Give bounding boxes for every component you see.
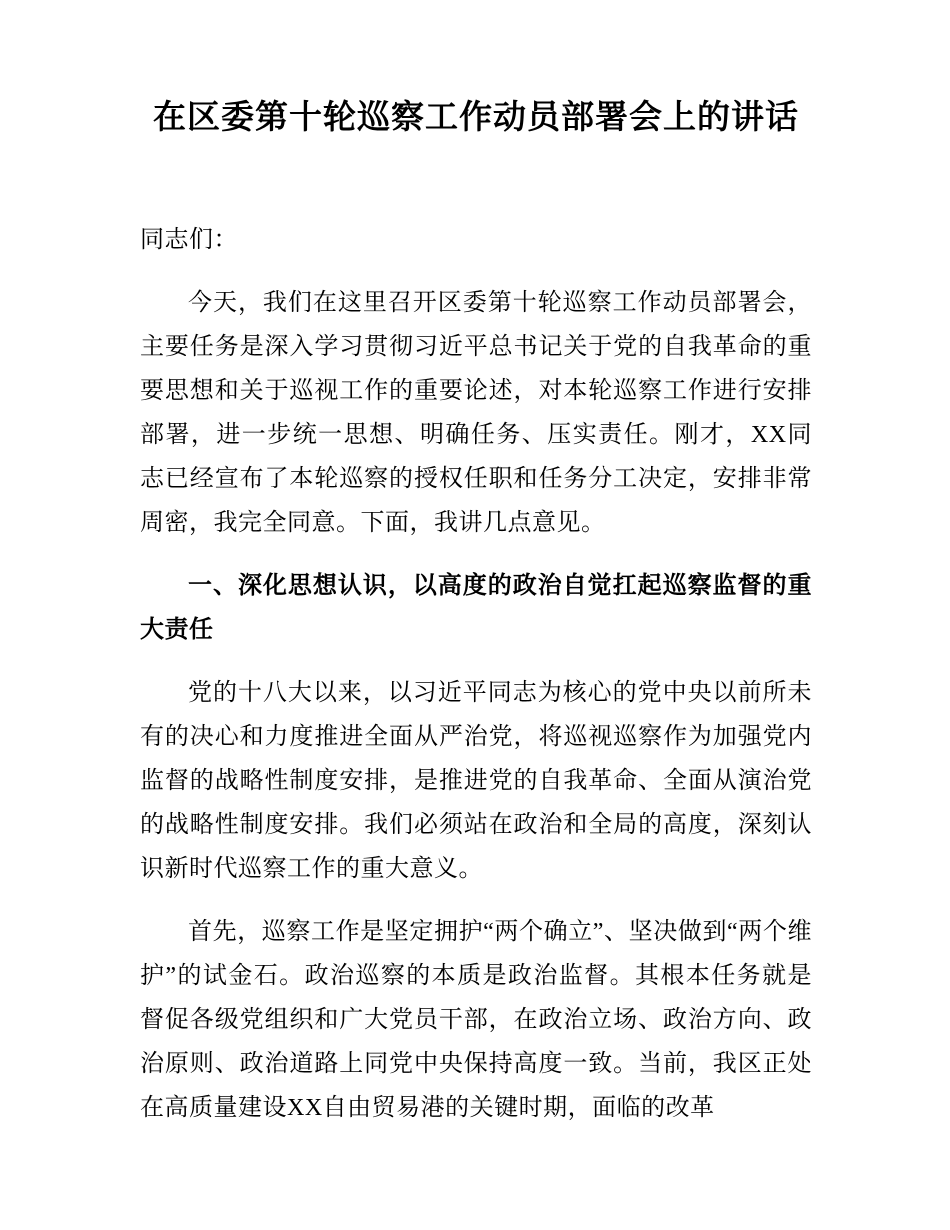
paragraph-body-2: 首先，巡察工作是坚定拥护“两个确立”、坚决做到“两个维护”的试金石。政治巡察的本质是政治监督。其根本任务就是督促各级党组织和广大党员干部，在政治立场、政治方向、政治原则、政治道路上同党中央保持高度一致。当前，我区正处在高质量建设XX自由贸易港的关键时期，面临的改革 bbox=[140, 919, 812, 1121]
salutation: 同志们： bbox=[140, 227, 238, 253]
paragraph-body-1: 党的十八大以来，以习近平同志为核心的党中央以前所未有的决心和力度推进全面从严治党，将巡视巡察作为加强党内监督的战略性制度安排，是推进党的自我革命、全面从演治党的战略性制度安排。我们必须站在政治和全局的高度，深刻认识新时代巡察工作的重大意义。 bbox=[140, 680, 812, 882]
document-title: 在区委第十轮巡察工作动员部署会上的讲话 bbox=[153, 97, 799, 136]
paragraph-intro: 今天，我们在这里召开区委第十轮巡察工作动员部署会，主要任务是深入学习贯彻习近平总书记关于党的自我革命的重要思想和关于巡视工作的重要论述，对本轮巡察工作进行安排部署，进一步统一思想、明确任务、压实责任。刚才，XX同志已经宣布了本轮巡察的授权任职和任务分工决定，安排非常周密，我完全同意。下面，我讲几点意见。 bbox=[140, 290, 812, 536]
section-heading-1: 一、深化思想认识，以高度的政治自觉扛起巡察监督的重大责任 bbox=[140, 573, 812, 643]
